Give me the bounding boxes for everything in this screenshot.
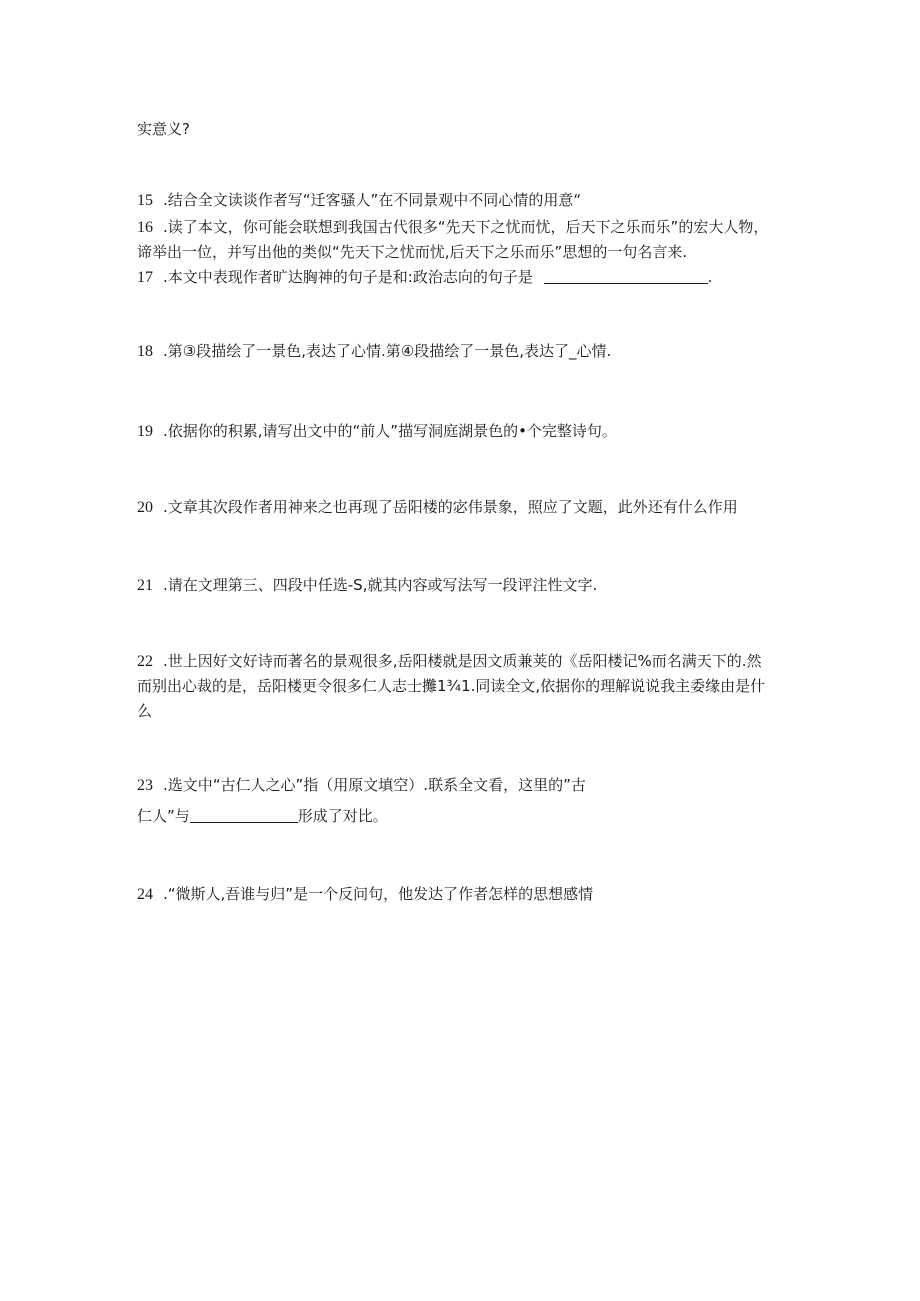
question-15 — [137, 189, 581, 212]
question-number: 20 — [137, 499, 153, 516]
question-text: .世上因好文好诗而著名的景观很多,岳阳楼就是因文质兼荚的《岳阳楼记%而名满天下的.然 — [163, 652, 762, 670]
question-number: 17 — [137, 269, 153, 286]
question-text: .依据你的积累,请写出文中的“前人”描写洞庭湖景色的•个完整诗句。 — [163, 422, 617, 440]
q14-tail — [137, 118, 190, 140]
question-text: .文章其次段作者用神来之也再现了岳阳楼的宓伟景象，照应了文题，此外还有什么作用 — [163, 498, 738, 516]
question-text: 而别出心裁的是，岳阳楼更令很多仁人志士攤1¾1.同读全文,依据你的理解说说我主委缘由是什 — [137, 677, 766, 695]
question-19 — [137, 420, 617, 443]
question-text: 仁人”与 — [137, 807, 190, 825]
question-text: .结合全文读谈作者写“迁客骚人”在不同景观中不同心情的用意“ — [163, 191, 582, 209]
answer-blank[interactable] — [190, 806, 298, 823]
question-text: 形成了对比。 — [297, 807, 388, 825]
question-number: 22 — [137, 653, 153, 670]
question-end: . — [707, 268, 713, 286]
question-20 — [137, 496, 738, 519]
question-22-line2 — [137, 675, 765, 697]
question-text: .“微斯人,吾谁与归”是一个反问句，他发达了作者怎样的思想感情 — [163, 885, 594, 903]
question-18 — [137, 340, 611, 363]
question-number: 24 — [137, 886, 153, 903]
answer-blank[interactable] — [544, 267, 708, 284]
question-text: .选文中“古仁人之心”指（用原文填空）.联系全文看，这里的”古 — [163, 776, 586, 794]
question-number: 19 — [137, 423, 153, 440]
question-23 — [137, 774, 586, 797]
question-22-line3 — [137, 700, 152, 722]
question-24 — [137, 883, 593, 906]
question-number: 21 — [137, 577, 153, 594]
question-17 — [137, 266, 712, 289]
question-text: 么 — [137, 702, 153, 720]
question-text: .请在文理第三、四段中任选-S,就其内容或写法写一段评注性文字. — [163, 576, 598, 594]
question-text: .读了本文，你可能会联想到我国古代很多“先天下之忧而忧，后天下之乐而乐”的宏大人物， — [163, 218, 769, 236]
question-text: .第③段描绘了一景色,表达了心情.第④段描绘了一景色,表达了_心情. — [163, 342, 612, 360]
question-21 — [137, 574, 597, 597]
question-16-line2 — [137, 241, 687, 263]
question-number: 23 — [137, 777, 153, 794]
question-text: .本文中表现作者旷达胸神的句子是和:政治志向的句子是 — [163, 268, 533, 286]
question-number: 16 — [137, 219, 153, 236]
question-22 — [137, 650, 762, 673]
question-16 — [137, 216, 768, 239]
question-23-line2 — [137, 805, 388, 827]
q14-tail-text: 实意义? — [137, 120, 190, 138]
question-text: 谛举出一位，并写出他的类似“先天下之忧而忧,后天下之乐而乐”思想的一句名言来. — [137, 243, 688, 261]
question-number: 18 — [137, 343, 153, 360]
question-number: 15 — [137, 192, 153, 209]
